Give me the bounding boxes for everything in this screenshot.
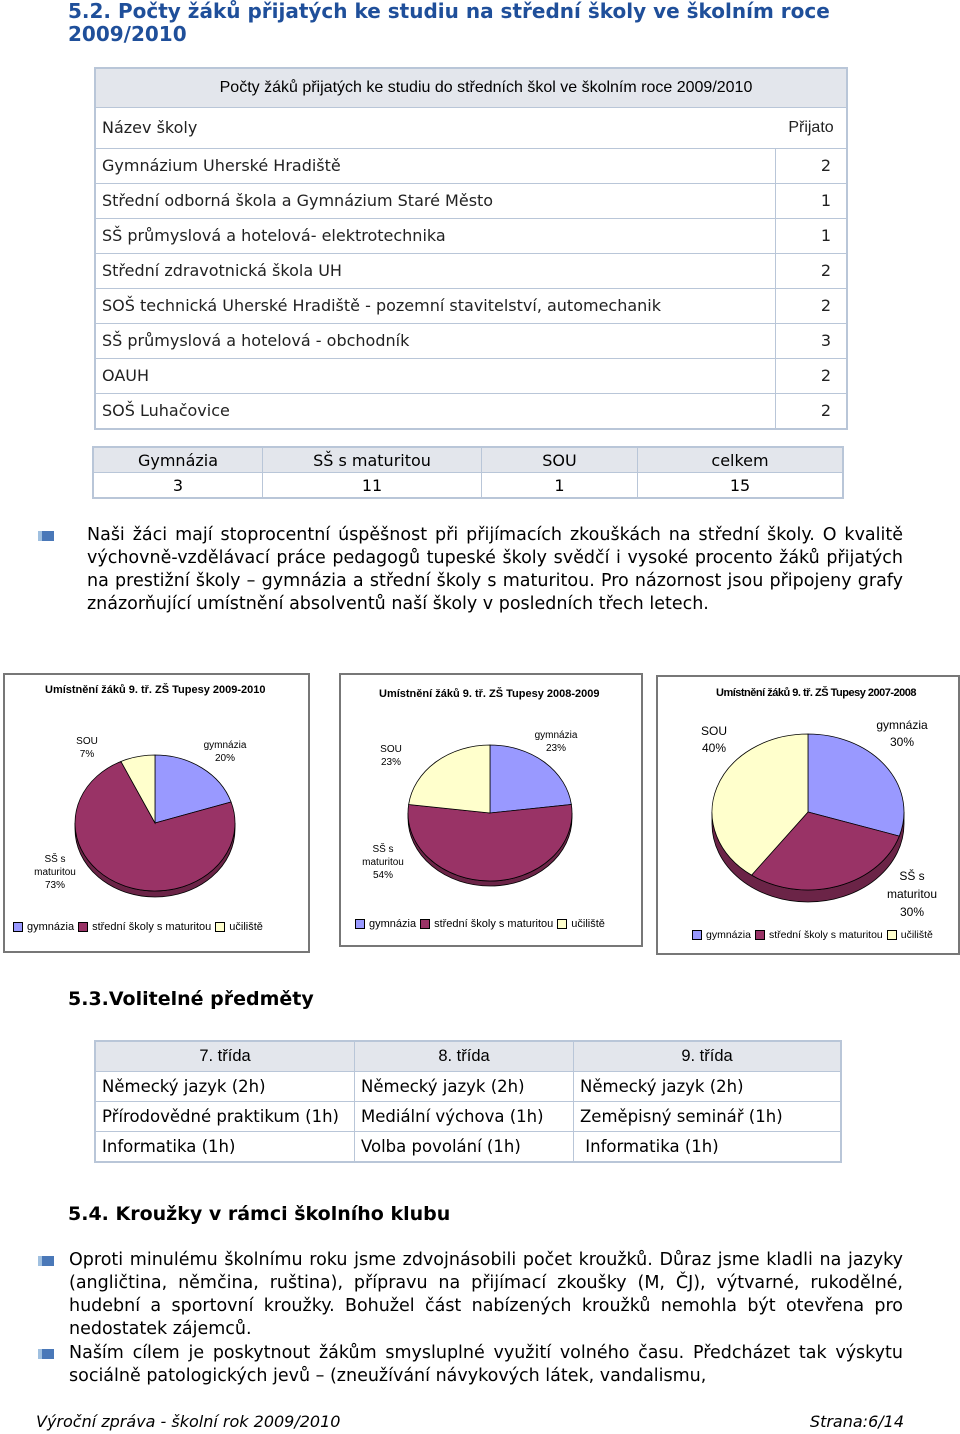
pie-slice-maturita xyxy=(408,804,572,881)
electives-cell: Německý jazyk (2h) xyxy=(355,1072,574,1102)
legend-maturita: střední školy s maturitou xyxy=(434,918,554,930)
slice-label-maturita: SŠ s maturitou 30% xyxy=(886,869,938,919)
slice-label-gymnazia: gymnázia 30% xyxy=(876,718,928,749)
accepted-count: 1 xyxy=(820,226,832,245)
electives-cell: Informatika (1h) xyxy=(95,1132,355,1163)
admissions-row xyxy=(96,289,846,324)
bullet-icon xyxy=(38,531,54,541)
admissions-row xyxy=(96,219,846,254)
admissions-row xyxy=(96,254,846,289)
admissions-row xyxy=(96,394,846,428)
electives-header-row xyxy=(95,1041,841,1072)
paragraph-success: Naši žáci mají stoprocentní úspěšnost při přijímacích zkouškách na střední školy. O kvalitě výchovně-vzdělávací práce pedagogů tupeské školy svědčí i vysoké procento žáků přijatých na prestižní školy – gymnázia a střední školy s maturitou. Pro názornost jsou připojeny grafy znázorňující umístnění absolventů naší školy v posledních třech letech. xyxy=(87,525,903,614)
admissions-row xyxy=(96,359,846,394)
legend-uciliste: učiliště xyxy=(571,918,605,930)
section-heading-clubs: 5.4. Kroužky v rámci školního klubu xyxy=(68,1203,451,1225)
electives-cell: Mediální výchova (1h) xyxy=(355,1102,574,1132)
slice-label-sou: SOU 40% xyxy=(700,724,727,755)
electives-table xyxy=(94,1040,842,1163)
admissions-row xyxy=(96,184,846,219)
legend-maturita: střední školy s maturitou xyxy=(92,921,212,933)
electives-cell: Volba povolání (1h) xyxy=(355,1132,574,1163)
accepted-count: 2 xyxy=(820,296,832,315)
legend-gymnazia: gymnázia xyxy=(27,921,75,933)
slice-label-maturita: SŠ s maturitou 54% xyxy=(362,844,404,881)
electives-row xyxy=(95,1072,841,1102)
summary-value-sou: 1 xyxy=(482,473,638,499)
summary-value-gymnazia: 3 xyxy=(93,473,263,499)
chart-2007-2008 xyxy=(656,675,960,955)
legend-swatch-gymnazia xyxy=(692,930,702,940)
chart-title: Umístnění žáků 9. tř. ZŠ Tupesy 2009-2010 xyxy=(45,684,266,696)
chart-legend xyxy=(692,929,933,941)
admissions-table-header xyxy=(96,108,846,149)
pie-chart xyxy=(341,675,641,945)
section-heading-electives: 5.3.Volitelné předměty xyxy=(68,988,314,1010)
section-heading xyxy=(68,0,948,46)
chart-2009-2010 xyxy=(3,673,310,953)
electives-cell: Zeměpisný seminář (1h) xyxy=(574,1102,842,1132)
page-footer xyxy=(36,1412,904,1431)
school-name: Střední odborná škola a Gymnázium Staré Město xyxy=(96,184,776,218)
school-name: SŠ průmyslová a hotelová - obchodník xyxy=(96,324,776,358)
slice-label-maturita: SŠ s maturitou 73% xyxy=(34,854,76,891)
legend-swatch-uciliste xyxy=(887,930,897,940)
admissions-table-caption: Počty žáků přijatých ke studiu do středních škol ve školním roce 2009/2010 xyxy=(96,69,846,108)
school-name: SŠ průmyslová a hotelová- elektrotechnika xyxy=(96,219,776,253)
column-accepted: Přijato xyxy=(788,119,834,136)
slice-label-gymnazia: gymnázia 20% xyxy=(203,740,247,764)
chart-legend xyxy=(13,921,263,933)
legend-swatch-gymnazia xyxy=(13,922,23,932)
chart-title: Umístnění žáků 9. tř. ZŠ Tupesy 2007-2008 xyxy=(716,687,916,699)
summary-header-gymnazia: Gymnázia xyxy=(93,447,263,473)
accepted-count: 1 xyxy=(820,191,832,210)
accepted-count: 2 xyxy=(820,401,832,420)
admissions-row xyxy=(96,149,846,184)
legend-gymnazia: gymnázia xyxy=(706,929,751,941)
electives-cell: Německý jazyk (2h) xyxy=(574,1072,842,1102)
electives-header-9: 9. třída xyxy=(574,1041,842,1072)
summary-header-row xyxy=(93,447,843,473)
summary-value-total: 15 xyxy=(638,473,844,499)
summary-value-maturita: 11 xyxy=(263,473,482,499)
summary-header-total: celkem xyxy=(638,447,844,473)
legend-swatch-gymnazia xyxy=(355,919,365,929)
legend-swatch-maturita xyxy=(755,930,765,940)
electives-header-7: 7. třída xyxy=(95,1041,355,1072)
pie-slice-uciliste xyxy=(409,745,490,813)
electives-cell: Německý jazyk (2h) xyxy=(95,1072,355,1102)
school-name: SOŠ Luhačovice xyxy=(96,394,776,428)
school-name: OAUH xyxy=(96,359,776,393)
legend-swatch-uciliste xyxy=(557,919,567,929)
legend-swatch-maturita xyxy=(420,919,430,929)
legend-uciliste: učiliště xyxy=(229,921,263,933)
electives-row xyxy=(95,1102,841,1132)
legend-swatch-maturita xyxy=(78,922,88,932)
footer-title: Výroční zpráva - školní rok 2009/2010 xyxy=(36,1412,341,1431)
footer-page-number: Strana:6/14 xyxy=(809,1412,904,1431)
pie-slice-gymnazia xyxy=(490,745,571,813)
accepted-count: 3 xyxy=(820,331,832,350)
school-name: SOŠ technická Uherské Hradiště - pozemní stavitelství, automechanik xyxy=(96,289,776,323)
legend-maturita: střední školy s maturitou xyxy=(768,929,883,941)
summary-value-row xyxy=(93,473,843,499)
chart-title: Umístnění žáků 9. tř. ZŠ Tupesy 2008-2009 xyxy=(379,688,600,700)
section-heading-line2: 2009/2010 xyxy=(68,22,187,46)
bullet-icon xyxy=(38,1256,54,1266)
accepted-count: 2 xyxy=(820,156,832,175)
electives-row xyxy=(95,1132,841,1163)
summary-header-sou: SOU xyxy=(482,447,638,473)
accepted-count: 2 xyxy=(820,366,832,385)
paragraph-leisure: Naším cílem je poskytnout žákům smysluplné využití volného času. Předcházet tak výskytu sociálně patologických jevů – (zneužívání návykových látek, vandalismu, xyxy=(69,1343,903,1386)
column-school-name: Název školy xyxy=(102,118,198,137)
legend-swatch-uciliste xyxy=(215,922,225,932)
electives-cell: Informatika (1h) xyxy=(574,1132,842,1163)
paragraph-clubs: Oproti minulému školnímu roku jsme zdvojnásobili počet kroužků. Důraz jsme kladli na jazyky (angličtina, němčina, ruština), přípravu na přijímací zkoušky (M, ČJ), výtvarné, rukodělné, hudební a sportovní kroužky. Bohužel část nabízených kroužků nemohla být otevřena pro nedostatek zájemců. xyxy=(69,1250,903,1339)
pie-chart xyxy=(5,675,308,951)
electives-cell: Přírodovědné praktikum (1h) xyxy=(95,1102,355,1132)
slice-label-sou: SOU 7% xyxy=(76,736,98,760)
section-heading-line1: 5.2. Počty žáků přijatých ke studiu na střední školy ve školním roce xyxy=(68,0,830,23)
electives-header-8: 8. třída xyxy=(355,1041,574,1072)
school-name: Gymnázium Uherské Hradiště xyxy=(96,149,776,183)
summary-header-maturita: SŠ s maturitou xyxy=(263,447,482,473)
accepted-count: 2 xyxy=(820,261,832,280)
slice-label-gymnazia: gymnázia 23% xyxy=(534,730,578,754)
slice-label-sou: SOU 23% xyxy=(380,744,402,768)
admissions-row xyxy=(96,324,846,359)
admissions-table xyxy=(94,67,848,430)
bullet-icon xyxy=(38,1349,54,1359)
legend-gymnazia: gymnázia xyxy=(369,918,417,930)
chart-legend xyxy=(355,918,605,930)
chart-2008-2009 xyxy=(339,673,643,947)
school-name: Střední zdravotnická škola UH xyxy=(96,254,776,288)
legend-uciliste: učiliště xyxy=(900,929,933,941)
summary-table xyxy=(92,446,844,499)
